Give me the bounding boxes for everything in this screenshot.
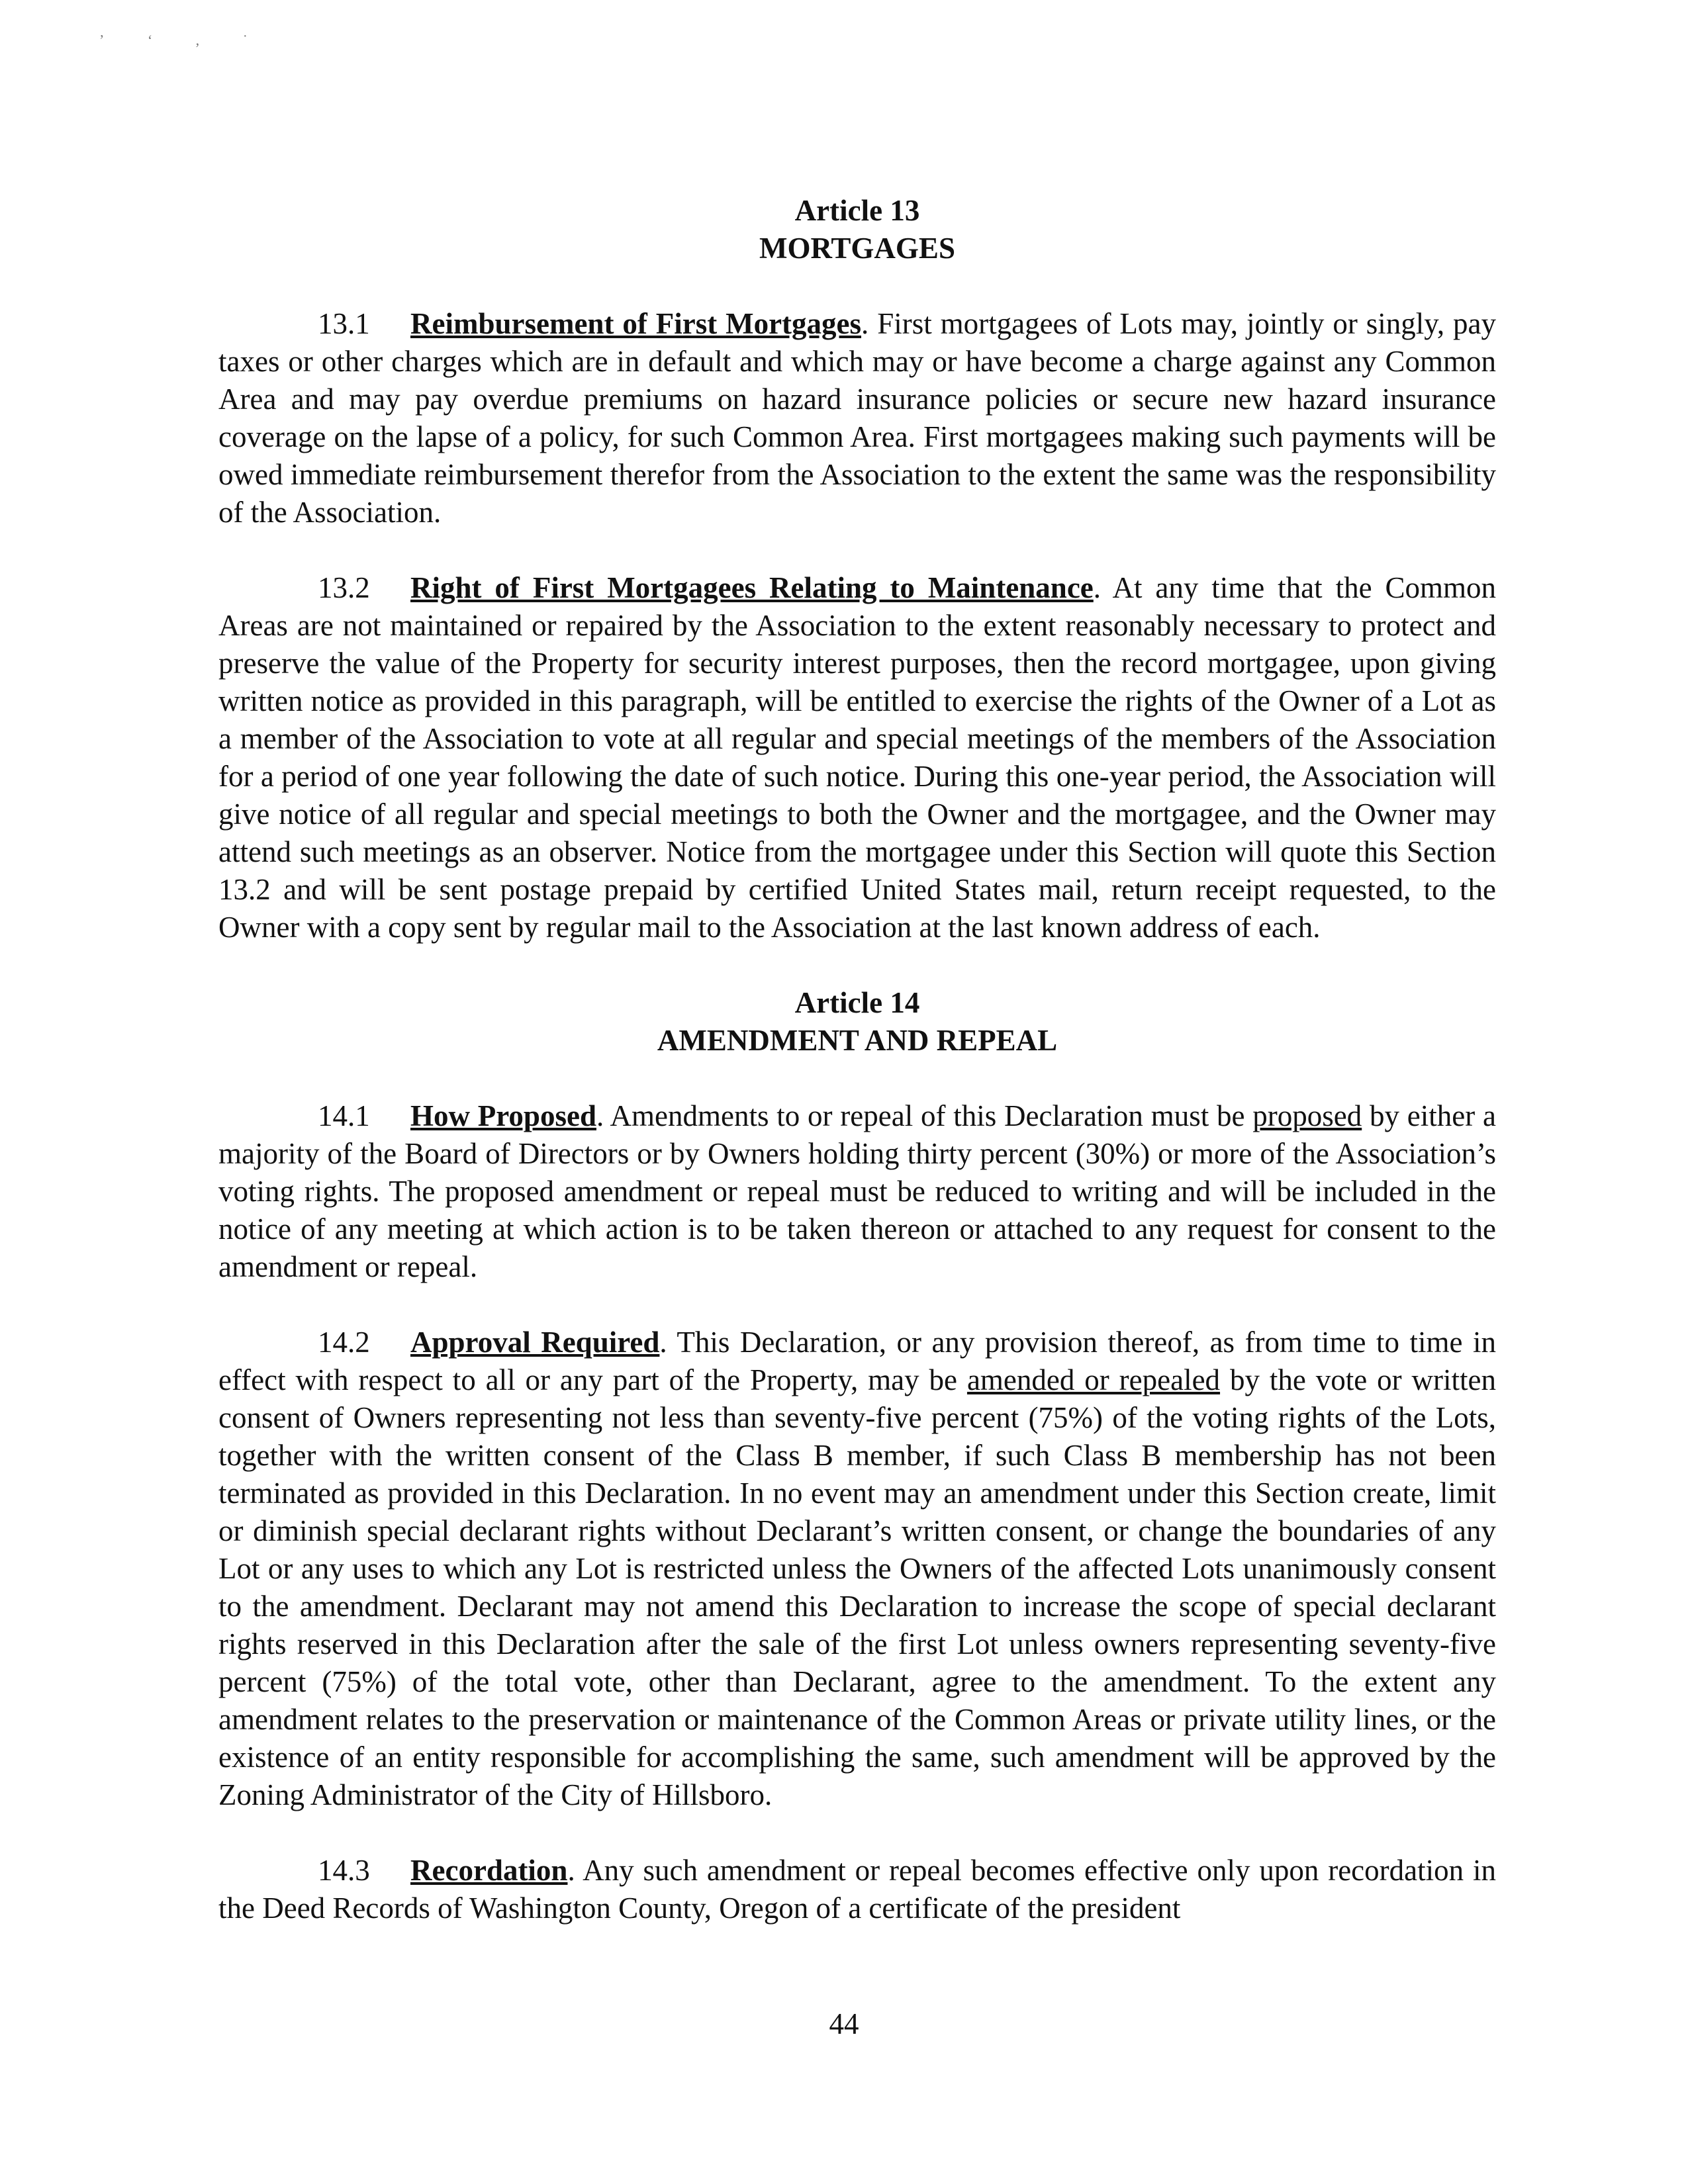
scan-marks: ʼ ʻ , ˙ [99,32,267,48]
section-14-1-body-b: by either a majority of the Board of Directors or by Owners holding thirty percent (30%) or more of the Association’s voting rights. The proposed amendment or repeal must be reduced to writing and will be included in the notice of any meeting at which action is to be taken thereon or attached to any request for consent to the amendment or repeal. [218,1099,1496,1283]
section-14-3 [218,1852,1496,1927]
section-14-3-number: 14.3 [318,1854,370,1887]
section-13-1-number: 13.1 [318,307,370,340]
section-14-2-number: 14.2 [318,1326,370,1359]
section-13-1 [218,305,1496,531]
section-14-1-body-a: . Amendments to or repeal of this Declaration must be [596,1099,1253,1132]
section-13-1-body: . First mortgagees of Lots may, jointly or singly, pay taxes or other charges which are in default and which may or have become a charge against any Common Area and may pay overdue premiums on hazard insurance policies or secure new hazard insurance coverage on the lapse of a policy, for such Common Area. First mortgagees making such payments will be owed immediate reimbursement therefor from the Association to the extent the same was the responsibility of the Association. [218,307,1496,529]
section-14-1-number: 14.1 [318,1099,370,1132]
section-14-2-body-a: . This Declaration, or any provision thereof, as from time to time in effect with respect to all or any part of the Property, may be [218,1326,1496,1396]
section-14-2-body-b: by the vote or written consent of Owners representing not less than seventy-five percent (75%) of the voting rights of the Lots, together with the written consent of the Class B member, if such Class B membership has not been terminated as provided in this Declaration. In no event may an amendment under this Section create, limit or diminish special declarant rights without Declarant’s written consent, or change the boundaries of any Lot or any uses to which any Lot is restricted unless the Owners of the affected Lots unanimously consent to the amendment. Declarant may not amend this Declaration to increase the scope of special declarant rights reserved in this Declaration after the sale of the first Lot unless owners representing seventy-five percent (75%) of the total vote, other than Declarant, agree to the amendment. To the extent any amendment relates to the preservation or maintenance of the Common Areas or private utility lines, or the existence of an entity responsible for accomplishing the same, such amendment will be approved by the Zoning Administrator of the City of Hillsboro. [218,1363,1496,1811]
page-number: 44 [829,2007,859,2040]
section-13-2 [218,569,1496,946]
section-13-2-body: . At any time that the Common Areas are not maintained or repaired by the Association to the extent reasonably necessary to protect and preserve the value of the Property for security interest purposes, then the record mortgagee, upon giving written notice as provided in this paragraph, will be entitled to exercise the rights of the Owner of a Lot as a member of the Association to vote at all regular and special meetings of the members of the Association for a period of one year following the date of such notice. During this one-year period, the Association will give notice of all regular and special meetings to both the Owner and the mortgagee, and the Owner may attend such meetings as an observer. Notice from the mortgagee under this Section will quote this Section 13.2 and will be sent postage prepaid by certified United States mail, return receipt requested, to the Owner with a copy sent by regular mail to the Association at the last known address of each. [218,571,1496,944]
article-13-heading [218,192,1496,267]
section-13-1-title: Reimbursement of First Mortgages [410,307,862,340]
section-14-2 [218,1324,1496,1814]
article-14-heading [218,984,1496,1060]
article-14-title: AMENDMENT AND REPEAL [657,1024,1058,1057]
section-14-1 [218,1097,1496,1286]
section-14-2-title: Approval Required [410,1326,660,1359]
section-14-1-title: How Proposed [410,1099,596,1132]
section-13-2-title: Right of First Mortgagees Relating to Maintenance [410,571,1094,604]
section-14-3-body: . Any such amendment or repeal becomes effective only upon recordation in the Deed Records of Washington County, Oregon of a certificate of the president [218,1854,1496,1925]
section-14-2-underlined: amended or repealed [966,1363,1221,1396]
article-13-title: MORTGAGES [759,232,955,265]
article-14-number: Article 14 [794,986,920,1019]
section-14-3-title: Recordation [410,1854,568,1887]
section-14-1-underlined: proposed [1252,1099,1362,1132]
section-13-2-number: 13.2 [318,571,370,604]
article-13-number: Article 13 [794,194,920,227]
document-body [218,192,1496,1927]
